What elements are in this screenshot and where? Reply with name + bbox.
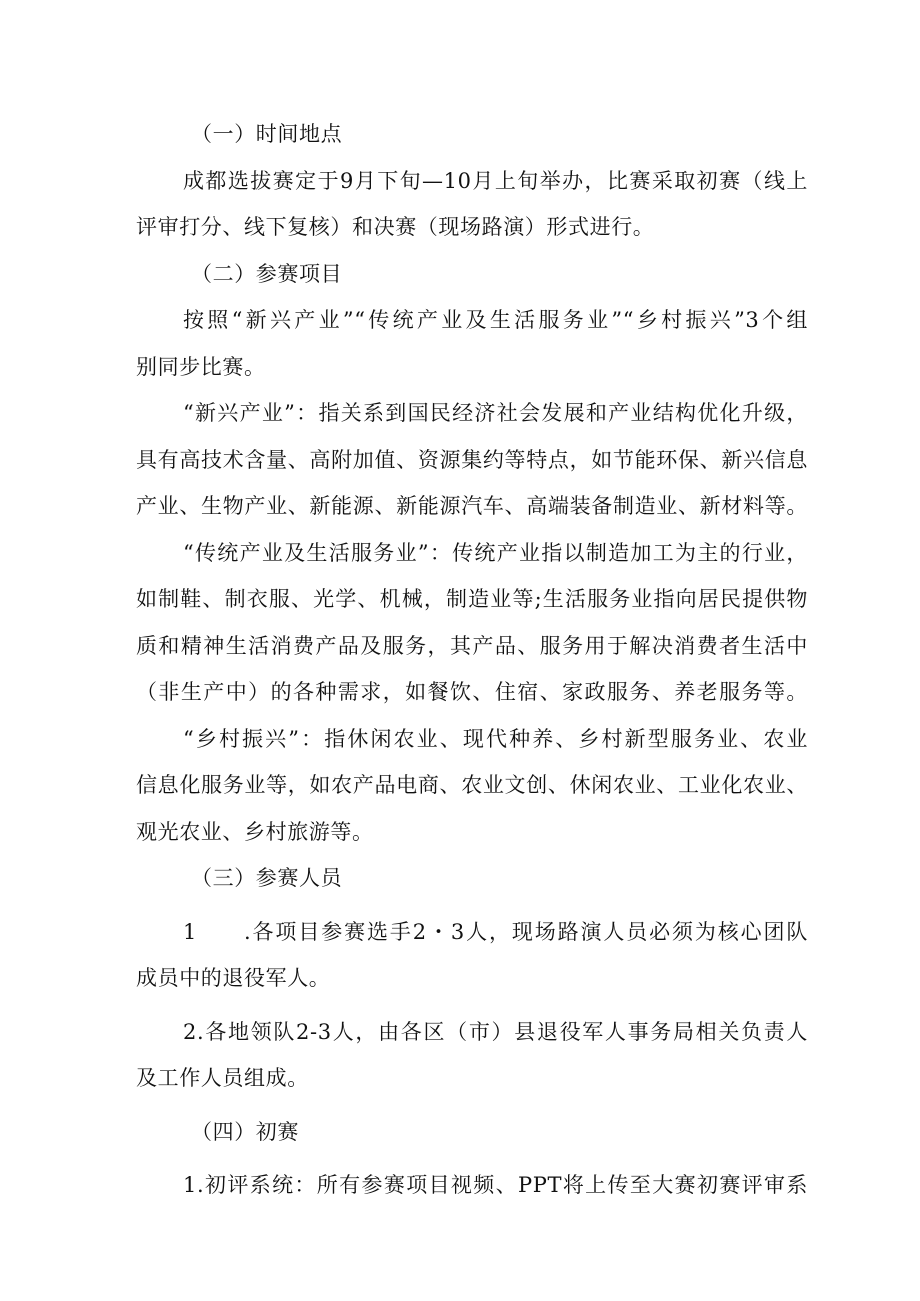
section-heading-time-place: （一）时间地点 bbox=[191, 122, 343, 146]
paragraph-line: 评审打分、线下复核）和决赛（现场路演）形式进行。 bbox=[136, 215, 655, 239]
section-heading-participants: （三）参赛人员 bbox=[191, 866, 343, 890]
paragraph-line: 1 .各项目参赛选手2・3人，现场路演人员必须为核心团队 bbox=[183, 919, 808, 944]
section-heading-projects: （二）参赛项目 bbox=[191, 261, 343, 286]
paragraph-line: “乡村振兴”：指休闲农业、现代种养、乡村新型服务业、农业 bbox=[183, 726, 808, 751]
paragraph-line: 按照“新兴产业”“传统产业及生活服务业”“乡村振兴”3个组 bbox=[183, 308, 808, 332]
paragraph-line: 1.初评系统：所有参赛项目视频、PPT将上传至大赛初赛评审系 bbox=[183, 1173, 808, 1197]
paragraph-line: 质和精神生活消费产品及服务，其产品、服务用于解决消费者生活中 bbox=[136, 633, 808, 658]
paragraph-line: “传统产业及生活服务业”：传统产业指以制造加工为主的行业， bbox=[183, 540, 808, 565]
paragraph-line: 具有高技术含量、高附加值、资源集约等特点，如节能环保、新兴信息 bbox=[136, 447, 808, 472]
paragraph-line: 观光农业、乡村旅游等。 bbox=[136, 819, 374, 844]
paragraph-line: 别同步比赛。 bbox=[136, 354, 266, 379]
paragraph-line: 成员中的退役军人。 bbox=[136, 966, 331, 990]
paragraph-line: 及工作人员组成。 bbox=[136, 1066, 309, 1090]
paragraph-line: “新兴产业”：指关系到国民经济社会发展和产业结构优化升级， bbox=[183, 401, 808, 425]
paragraph-line: 信息化服务业等，如农产品电商、农业文创、休闲农业、工业化农业、 bbox=[136, 773, 808, 797]
paragraph-line: 产业、生物产业、新能源、新能源汽车、高端装备制造业、新材料等。 bbox=[136, 494, 808, 518]
paragraph-line: （非生产中）的各种需求，如餐饮、住宿、家政服务、养老服务等。 bbox=[136, 680, 808, 704]
paragraph-line: 2.各地领队2-3人，由各区（市）县退役军人事务局相关负责人 bbox=[183, 1019, 808, 1044]
section-heading-preliminary: （四）初赛 bbox=[191, 1119, 299, 1144]
paragraph-line: 如制鞋、制衣服、光学、机械，制造业等;生活服务业指向居民提供物 bbox=[136, 587, 808, 611]
document-body bbox=[136, 111, 808, 1209]
paragraph-line: 成都选拔赛定于9月下旬—10月上旬举办，比赛采取初赛（线上 bbox=[183, 168, 808, 193]
